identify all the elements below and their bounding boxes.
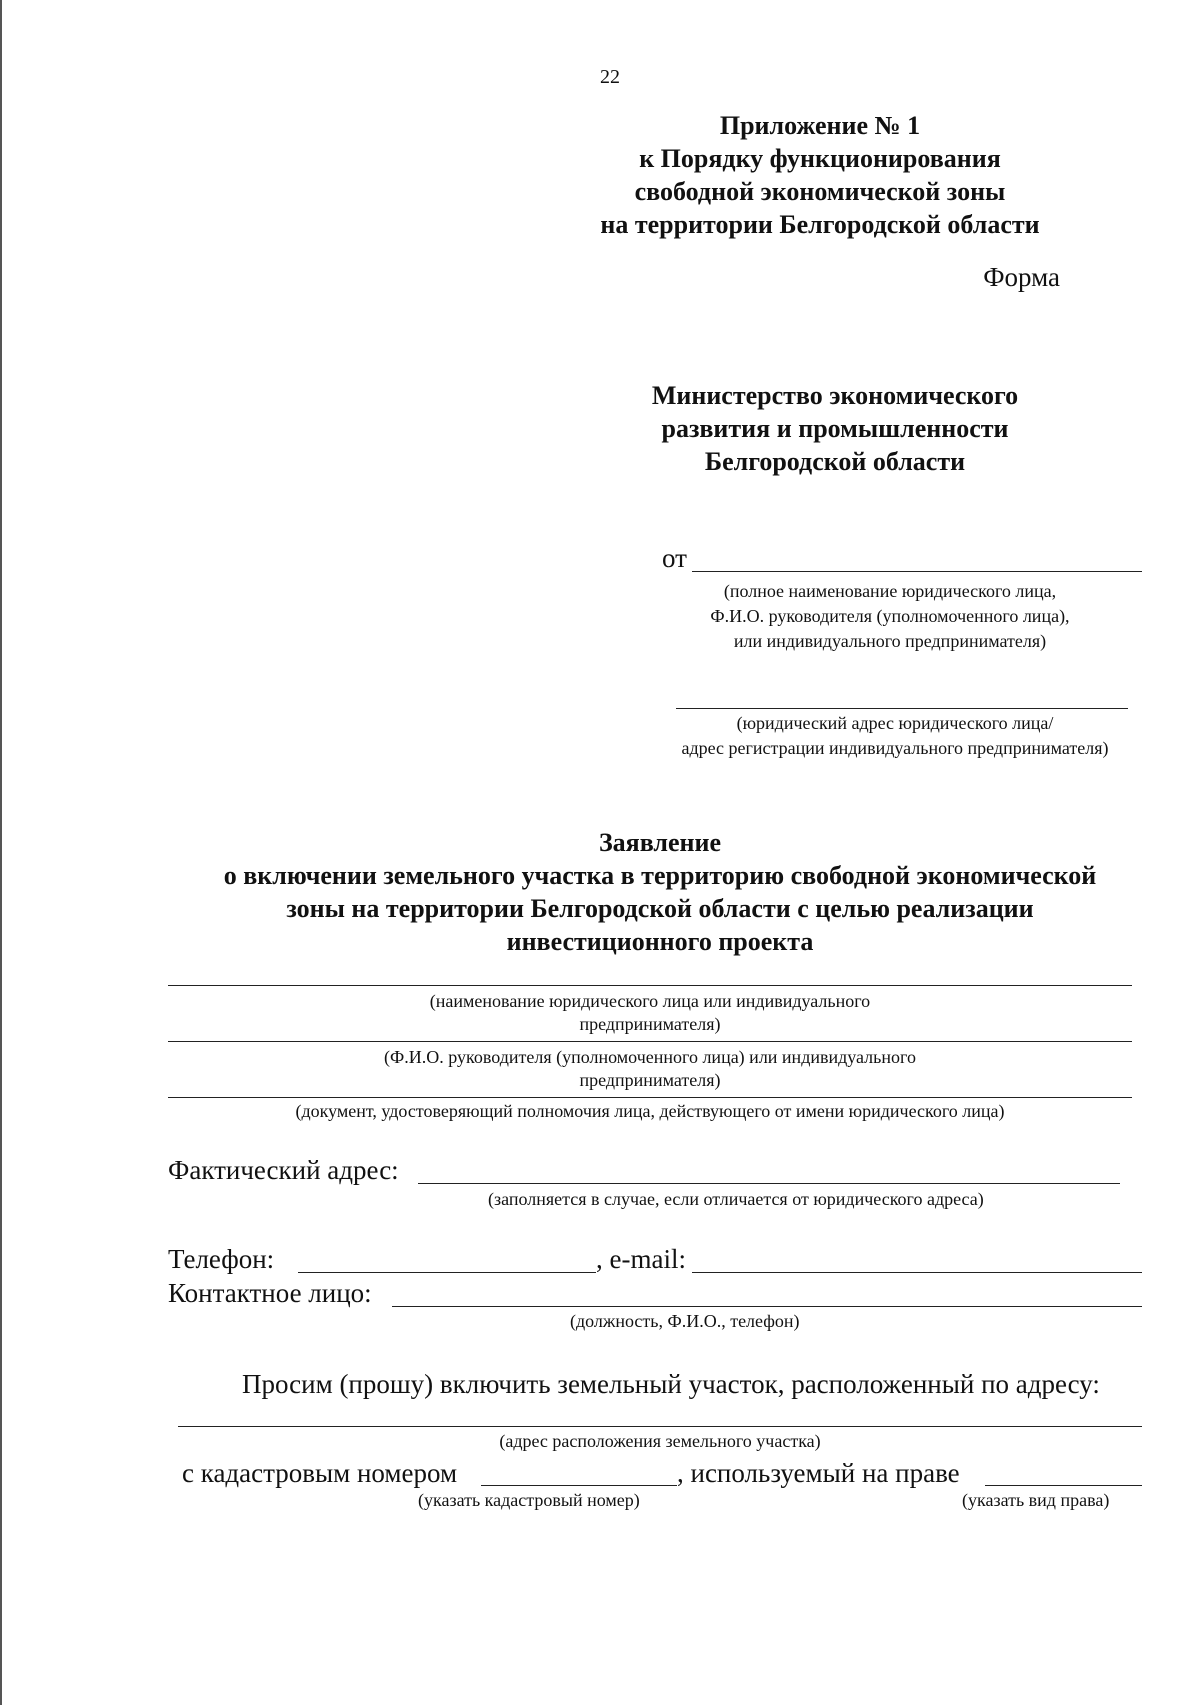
title-line: о включении земельного участка в территорию свободной экономической	[223, 861, 1097, 890]
right-type-field[interactable]	[985, 1485, 1142, 1486]
title-line: Заявление	[598, 828, 722, 857]
cadastral-label: с кадастровым номером	[182, 1458, 458, 1488]
from-address-hint-line: (юридический адрес юридического лица/	[736, 713, 1054, 733]
title-line: инвестиционного проекта	[506, 927, 814, 956]
title-line: зоны на территории Белгородской области с целью реализации	[286, 894, 1034, 923]
applicant-name-hint-line: предпринимателя)	[579, 1014, 721, 1034]
contact-person-field[interactable]	[392, 1306, 1142, 1307]
plot-address-field[interactable]	[178, 1426, 1142, 1427]
email-field[interactable]	[692, 1272, 1142, 1273]
from-hint	[650, 579, 1130, 654]
form-label: Форма	[983, 262, 1060, 292]
from-address-hint	[640, 711, 1150, 761]
applicant-head-hint-line: предпринимателя)	[579, 1070, 721, 1090]
applicant-name-hint	[168, 990, 1132, 1036]
from-address-hint-line: адрес регистрации индивидуального предпринимателя)	[681, 738, 1109, 758]
applicant-name-field[interactable]	[168, 985, 1132, 986]
from-hint-line: Ф.И.О. руководителя (уполномоченного лица),	[710, 606, 1070, 626]
actual-address-label: Фактический адрес:	[168, 1155, 399, 1185]
from-name-field[interactable]	[692, 571, 1142, 572]
recipient-line: Министерство экономического	[651, 381, 1019, 410]
actual-address-field[interactable]	[418, 1183, 1120, 1184]
recipient-block	[640, 379, 1030, 478]
applicant-name-hint-line: (наименование юридического лица или индивидуального	[429, 991, 871, 1011]
from-hint-line: (полное наименование юридического лица,	[723, 581, 1057, 601]
recipient-line: развития и промышленности	[661, 414, 1009, 443]
from-prefix: от	[662, 543, 687, 573]
phone-label: Телефон:	[168, 1244, 275, 1274]
contact-person-hint: (должность, Ф.И.О., телефон)	[570, 1311, 800, 1331]
plot-address-hint: (адрес расположения земельного участка)	[499, 1431, 821, 1451]
phone-field[interactable]	[298, 1272, 596, 1273]
applicant-head-hint-line: (Ф.И.О. руководителя (уполномоченного лица) или индивидуального	[384, 1047, 916, 1067]
applicant-head-hint	[168, 1046, 1132, 1092]
right-label: , используемый на праве	[677, 1458, 960, 1488]
page-number: 22	[600, 66, 620, 88]
appendix-line: Приложение № 1	[719, 111, 921, 140]
document-title	[140, 826, 1180, 958]
appendix-header	[590, 109, 1050, 241]
page-left-edge	[0, 0, 2, 1705]
actual-address-hint: (заполняется в случае, если отличается от юридического адреса)	[488, 1189, 984, 1209]
from-hint-line: или индивидуального предпринимателя)	[733, 631, 1047, 651]
cadastral-number-field[interactable]	[481, 1485, 677, 1486]
appendix-line: свободной экономической зоны	[634, 177, 1006, 206]
applicant-head-field[interactable]	[168, 1041, 1132, 1042]
applicant-document-hint: (документ, удостоверяющий полномочия лица, действующего от имени юридического лица)	[295, 1101, 1005, 1121]
request-text: Просим (прошу) включить земельный участок, расположенный по адресу:	[242, 1369, 1100, 1399]
email-label: , e-mail:	[596, 1244, 686, 1274]
appendix-line: на территории Белгородской области	[600, 210, 1040, 239]
recipient-line: Белгородской области	[704, 447, 966, 476]
from-address-field[interactable]	[676, 708, 1128, 709]
applicant-document-field[interactable]	[168, 1097, 1132, 1098]
cadastral-hint: (указать кадастровый номер)	[418, 1490, 640, 1510]
appendix-line: к Порядку функционирования	[639, 144, 1001, 173]
right-hint: (указать вид права)	[962, 1490, 1110, 1510]
contact-person-label: Контактное лицо:	[168, 1278, 372, 1308]
